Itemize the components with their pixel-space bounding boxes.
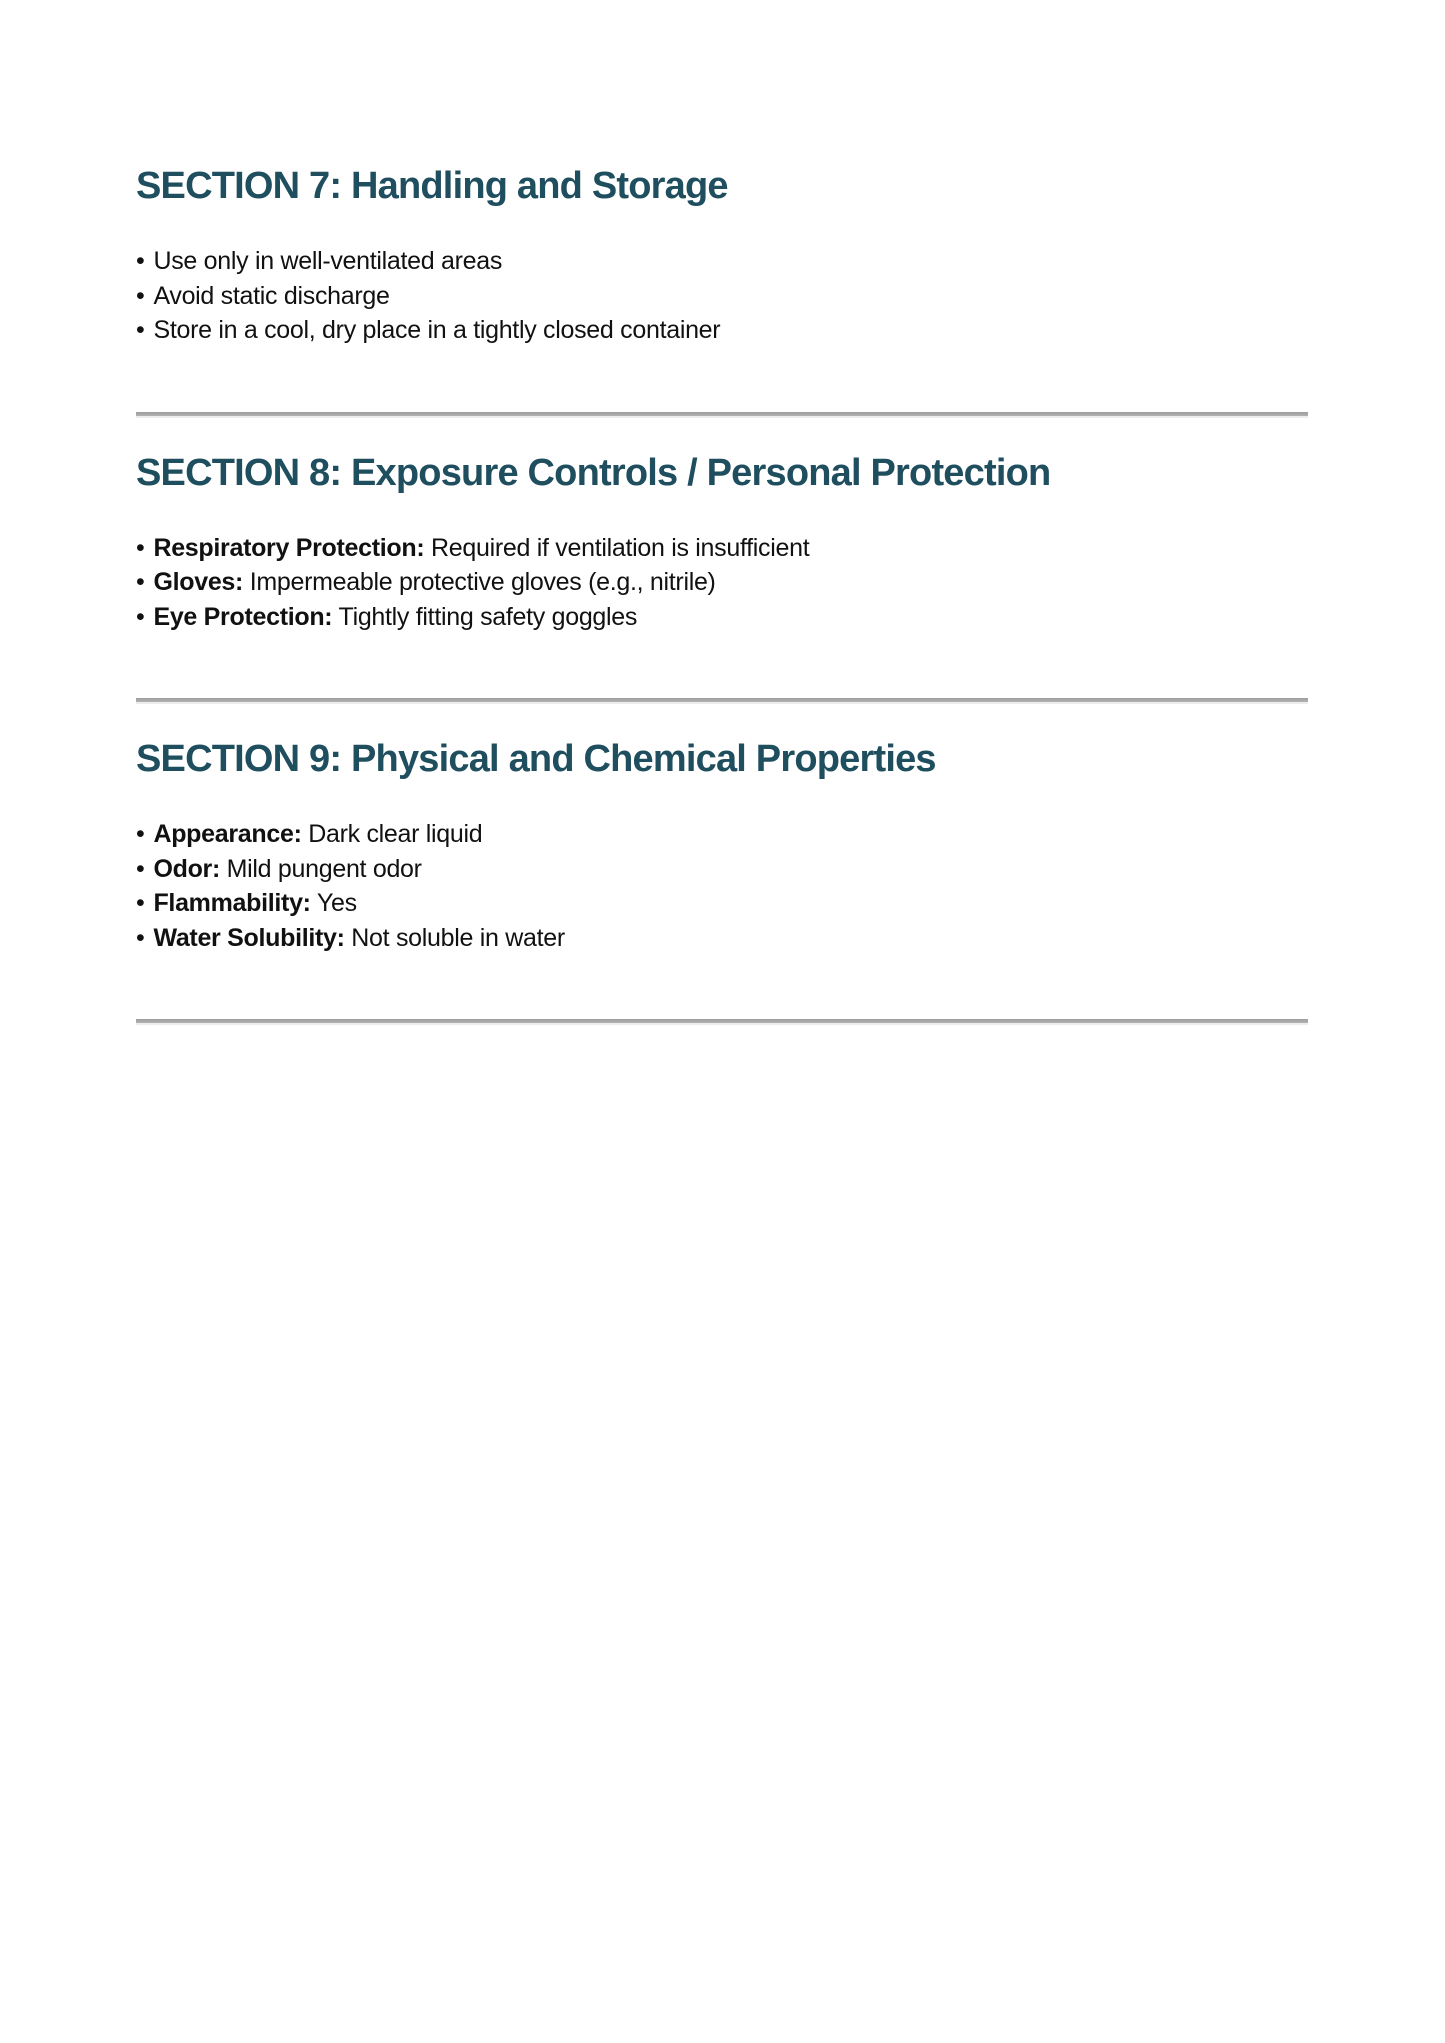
section-divider <box>136 412 1308 416</box>
list-item <box>136 600 1308 635</box>
section-divider <box>136 1019 1308 1023</box>
list-item <box>136 565 1308 600</box>
section-7-heading: SECTION 7: Handling and Storage <box>136 165 728 207</box>
section-8-bullet-list <box>136 531 1308 635</box>
item-text: Yes <box>310 889 357 917</box>
list-item <box>136 244 1308 279</box>
section-divider <box>136 698 1308 702</box>
list-item <box>136 921 1308 956</box>
item-text: Mild pungent odor <box>220 854 422 883</box>
list-item <box>136 852 1308 887</box>
list-item <box>136 313 1308 348</box>
item-label: Eye Protection: <box>153 602 333 631</box>
section-9-bullet-list <box>136 817 1308 955</box>
item-label: Flammability: <box>153 889 311 917</box>
item-text: Dark clear liquid <box>301 820 483 848</box>
page-content <box>136 0 1308 1057</box>
item-text: Tightly fitting safety goggles <box>332 602 638 631</box>
item-text: Use only in well-ventilated areas <box>153 247 503 275</box>
item-text: Not soluble in water <box>344 923 565 952</box>
item-label: Gloves: <box>153 568 244 596</box>
item-label: Appearance: <box>153 820 302 848</box>
list-item <box>136 531 1308 566</box>
section-8-heading: SECTION 8: Exposure Controls / Personal Protection <box>136 451 1051 494</box>
list-item <box>136 817 1308 852</box>
item-label: Odor: <box>153 854 220 883</box>
section-9-heading: SECTION 9: Physical and Chemical Properties <box>136 738 936 780</box>
item-label: Water Solubility: <box>153 923 345 952</box>
list-item <box>136 279 1308 314</box>
item-label: Respiratory Protection: <box>153 533 425 562</box>
list-item <box>136 886 1308 921</box>
item-text: Store in a cool, dry place in a tightly closed container <box>153 316 721 344</box>
item-text: Avoid static discharge <box>153 281 390 310</box>
item-text: Required if ventilation is insufficient <box>424 533 810 562</box>
item-text: Impermeable protective gloves (e.g., nitrile) <box>243 568 716 596</box>
section-7-bullet-list <box>136 244 1308 348</box>
